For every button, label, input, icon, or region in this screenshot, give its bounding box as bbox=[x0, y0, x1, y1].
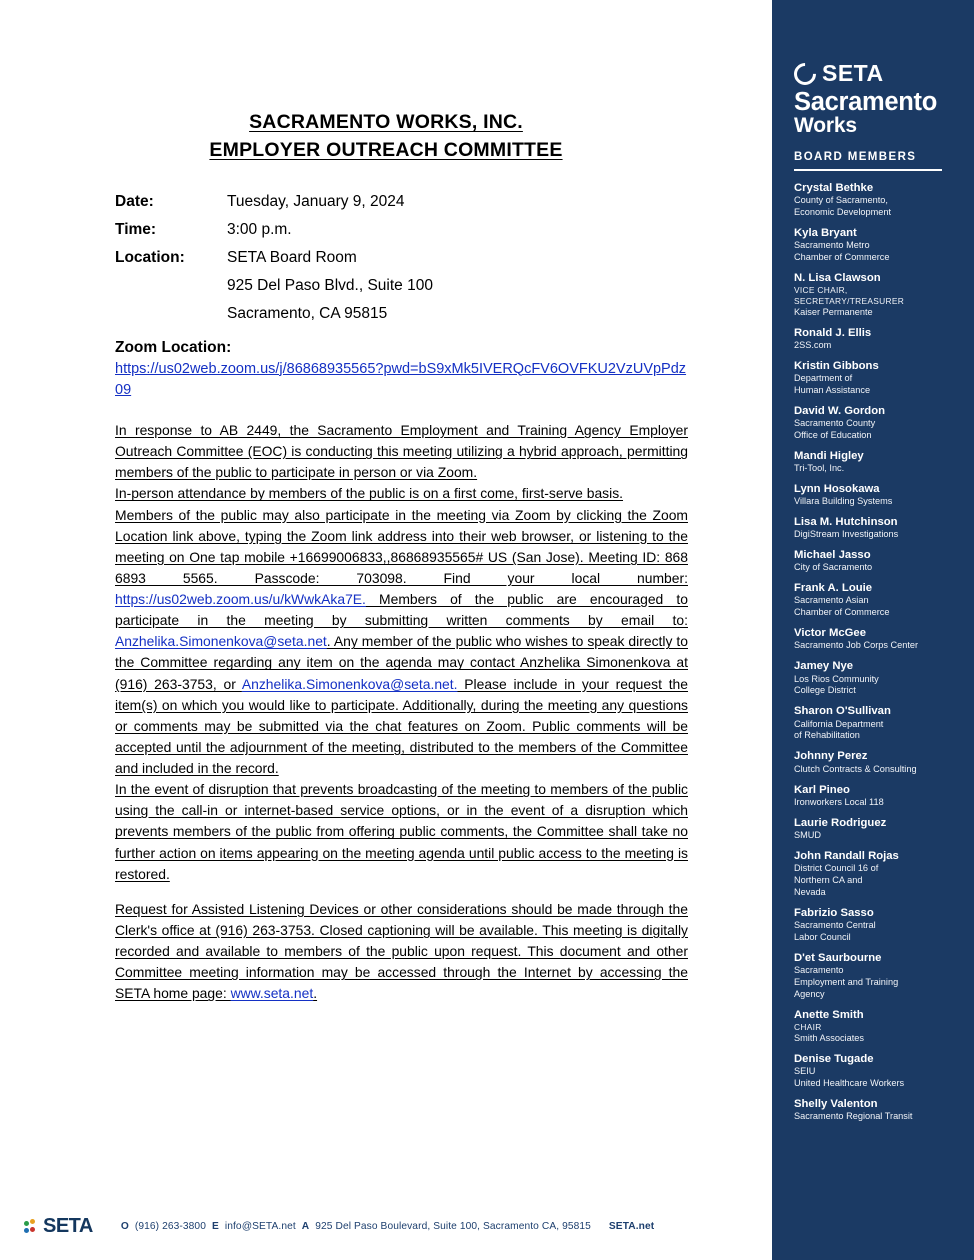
notice-p3-text-d: Please include in your request the item(s) on which you would like to participate. Additionally, during the meeting any questions or comments may be submitted via the chat features on Zoom. Public comments will be accepted until the adjournment of the meeting, distributed to the members of the Committee and included in the record. bbox=[115, 675, 689, 777]
board-member-org: Sacramento Central Labor Council bbox=[794, 919, 876, 942]
board-member-org: Sacramento County Office of Education bbox=[794, 418, 876, 441]
title-line-1: SACRAMENTO WORKS, INC. bbox=[249, 111, 523, 133]
paragraph-spacer bbox=[115, 885, 688, 899]
board-member-role: CHAIR bbox=[794, 1021, 822, 1032]
board-member-name: Frank A. Louie bbox=[794, 582, 873, 595]
board-member-name: Crystal Bethke bbox=[794, 182, 874, 195]
board-member-name: Anette Smith bbox=[794, 1008, 864, 1021]
board-member-name: Ronald J. Ellis bbox=[794, 326, 872, 339]
board-member-org: County of Sacramento, Economic Development bbox=[794, 195, 892, 218]
meeting-time-row bbox=[115, 221, 772, 239]
board-member bbox=[794, 704, 960, 742]
meeting-details bbox=[115, 193, 772, 323]
footer-address: 925 Del Paso Boulevard, Suite 100, Sacramento CA, 95815 bbox=[315, 1221, 591, 1232]
notice-p3-text-a: Members of the public may also participate in the meeting via Zoom by clicking the Zoom Location link above, typing the Zoom link address into their web browser, or listening to the meeting on One tap mobile +16699006833,,86868935565# US (San Jose). Meeting ID: 868 6893 5565. Passcode: 703098. Find your local number: bbox=[115, 506, 688, 586]
board-member bbox=[794, 749, 960, 775]
board-member-org: California Department of Rehabilitation bbox=[794, 718, 884, 741]
seta-brand-block bbox=[794, 60, 960, 137]
notice-p5-text-a: Request for Assisted Listening Devices or other considerations should be made through the Clerk's office at (916) 263-3753. Closed captioning will be available. This meeting is digitally recorded and available to members of the public upon request. This document and other Committee meeting information may be accessed through the Internet by accessing the SETA home page: bbox=[115, 900, 688, 1002]
seta-dots-icon bbox=[24, 1219, 40, 1235]
seta-ring-icon bbox=[789, 58, 820, 89]
date-label: Date: bbox=[115, 192, 154, 210]
board-member-name: Michael Jasso bbox=[794, 549, 871, 562]
board-member-name: Kyla Bryant bbox=[794, 227, 857, 240]
board-member-org: Tri-Tool, Inc. bbox=[794, 463, 845, 474]
board-member bbox=[794, 226, 960, 264]
board-member-name: Denise Tugade bbox=[794, 1052, 874, 1065]
board-member bbox=[794, 326, 960, 352]
notice-paragraph-4: In the event of disruption that prevents broadcasting of the meeting to members of the public using the call-in or internet-based service options, or in the event of a disruption which prevents members of the public from offering public comments, the Committee shall take no further action on items appearing on the meeting agenda until public access to the meeting is restored. bbox=[115, 781, 688, 882]
footer-website[interactable]: SETA.net bbox=[608, 1221, 655, 1232]
board-member-name: Laurie Rodriguez bbox=[794, 816, 887, 829]
notice-p5-text-b: . bbox=[313, 985, 318, 1002]
contact-email-link-1[interactable]: Anzhelika.Simonenkova@seta.net bbox=[115, 633, 327, 650]
board-member bbox=[794, 659, 960, 697]
footer-logo bbox=[24, 1215, 93, 1238]
board-member bbox=[794, 515, 960, 541]
board-members-list bbox=[794, 181, 960, 1123]
board-member-org: Sacramento Asian Chamber of Commerce bbox=[794, 595, 890, 618]
board-member-org: Kaiser Permanente bbox=[794, 307, 873, 318]
board-member-name: Victor McGee bbox=[794, 627, 866, 640]
meeting-date-row bbox=[115, 193, 772, 211]
notice-p3-text-c: . Any member of the public who wishes to speak directly to the Committee regarding any item on the agenda may contact Anzhelika Simonenkova at (916) 263-3753, or bbox=[115, 633, 688, 692]
board-member-org: Villara Building Systems bbox=[794, 496, 893, 507]
zoom-local-number-link[interactable]: https://us02web.zoom.us/u/kWwkAka7E. bbox=[115, 591, 366, 608]
board-member-name: Lisa M. Hutchinson bbox=[794, 516, 898, 529]
board-member-org: Sacramento Employment and Training Agency bbox=[794, 964, 899, 999]
notice-paragraph-3 bbox=[115, 505, 688, 780]
board-member bbox=[794, 816, 960, 842]
board-member-org: SEIU United Healthcare Workers bbox=[794, 1065, 905, 1088]
board-member-name: Mandi Higley bbox=[794, 450, 864, 463]
board-member-org: Ironworkers Local 118 bbox=[794, 796, 884, 807]
footer-logo-text: SETA bbox=[43, 1215, 93, 1237]
board-member-name: John Randall Rojas bbox=[794, 849, 899, 862]
board-member-org: Los Rios Community College District bbox=[794, 673, 879, 696]
board-member-name: Sharon O'Sullivan bbox=[794, 705, 891, 718]
brand-seta-text: SETA bbox=[822, 60, 884, 86]
notice-paragraph-5 bbox=[115, 899, 688, 1005]
zoom-meeting-link[interactable]: https://us02web.zoom.us/j/86868935565?pwd=bS9xMk5IVERQcFV6OVFKU2VzUVpPdz09 bbox=[115, 360, 687, 399]
footer-email[interactable]: info@SETA.net bbox=[224, 1221, 296, 1232]
board-member-org: Sacramento Metro Chamber of Commerce bbox=[794, 240, 890, 263]
date-value: Tuesday, January 9, 2024 bbox=[227, 192, 405, 210]
board-member-org: Department of Human Assistance bbox=[794, 373, 871, 396]
board-member-name: D'et Saurbourne bbox=[794, 951, 882, 964]
board-member-org: 2SS.com bbox=[794, 340, 832, 351]
public-notice-text bbox=[115, 420, 688, 1004]
board-member bbox=[794, 581, 960, 619]
notice-paragraph-2: In-person attendance by members of the public is on a first come, first-serve basis. bbox=[115, 485, 624, 502]
board-member bbox=[794, 548, 960, 574]
board-member-org: District Council 16 of Northern CA and Nevada bbox=[794, 862, 879, 897]
time-value: 3:00 p.m. bbox=[227, 220, 292, 238]
board-member-org: Clutch Contracts & Consulting bbox=[794, 763, 917, 774]
notice-paragraph-1: In response to AB 2449, the Sacramento Employment and Training Agency Employer Outreach Committee (EOC) is conducting this meeting utilizing a hybrid approach, permitting members of the public to participate in person or via Zoom. bbox=[115, 422, 688, 481]
board-member bbox=[794, 626, 960, 652]
board-member-org: Sacramento Job Corps Center bbox=[794, 640, 919, 651]
board-member bbox=[794, 359, 960, 397]
board-member-name: Jamey Nye bbox=[794, 660, 854, 673]
board-member-name: Lynn Hosokawa bbox=[794, 483, 880, 496]
address-label: A bbox=[301, 1221, 310, 1232]
board-member bbox=[794, 181, 960, 219]
board-member bbox=[794, 404, 960, 442]
seta-brand-top bbox=[794, 60, 960, 87]
board-member bbox=[794, 271, 960, 319]
location-value: SETA Board Room bbox=[227, 248, 357, 266]
board-member-org: Smith Associates bbox=[794, 1032, 864, 1043]
board-member-name: David W. Gordon bbox=[794, 405, 886, 418]
page-title bbox=[0, 108, 772, 165]
board-member-org: City of Sacramento bbox=[794, 562, 873, 573]
board-member bbox=[794, 1097, 960, 1123]
board-member-org: Sacramento Regional Transit bbox=[794, 1110, 913, 1121]
board-member bbox=[794, 906, 960, 944]
zoom-location-heading: Zoom Location: bbox=[115, 338, 232, 356]
board-member bbox=[794, 951, 960, 1001]
location-line-3: Sacramento, CA 95815 bbox=[227, 304, 388, 322]
board-member bbox=[794, 482, 960, 508]
board-members-heading: BOARD MEMBERS bbox=[794, 151, 942, 171]
board-member bbox=[794, 783, 960, 809]
meeting-location-row bbox=[115, 249, 772, 267]
board-member-org: SMUD bbox=[794, 829, 822, 840]
board-member-name: N. Lisa Clawson bbox=[794, 272, 881, 285]
email-label: E bbox=[211, 1221, 219, 1232]
location-line-2: 925 Del Paso Blvd., Suite 100 bbox=[227, 276, 433, 294]
board-member-name: Shelly Valenton bbox=[794, 1097, 878, 1110]
page-footer bbox=[0, 1215, 772, 1238]
footer-phone: (916) 263-3800 bbox=[134, 1221, 206, 1232]
notice-p3-text-b: Members of the public are encouraged to participate in the meeting by submitting written comments by email to: bbox=[115, 591, 688, 629]
board-member bbox=[794, 1008, 960, 1045]
board-member-name: Kristin Gibbons bbox=[794, 360, 879, 373]
location-label: Location: bbox=[115, 248, 185, 266]
board-member-name: Johnny Perez bbox=[794, 750, 868, 763]
phone-label: O bbox=[120, 1221, 129, 1232]
board-member-org: DigiStream Investigations bbox=[794, 529, 899, 540]
brand-works-text: Works bbox=[794, 114, 857, 137]
footer-contact-info bbox=[121, 1221, 654, 1232]
board-member bbox=[794, 1052, 960, 1090]
title-line-2: EMPLOYER OUTREACH COMMITTEE bbox=[209, 139, 563, 162]
board-member bbox=[794, 449, 960, 475]
seta-home-page-link[interactable]: www.seta.net bbox=[230, 985, 314, 1002]
board-member-name: Fabrizio Sasso bbox=[794, 906, 874, 919]
board-member-name: Karl Pineo bbox=[794, 783, 850, 796]
board-member bbox=[794, 849, 960, 899]
board-members-sidebar bbox=[772, 0, 974, 1260]
time-label: Time: bbox=[115, 220, 157, 238]
contact-email-link-2[interactable]: Anzhelika.Simonenkova@seta.net. bbox=[241, 675, 458, 692]
board-member-role: VICE CHAIR, SECRETARY/TREASURER bbox=[794, 285, 905, 307]
brand-sacramento-text: Sacramento bbox=[794, 88, 937, 116]
